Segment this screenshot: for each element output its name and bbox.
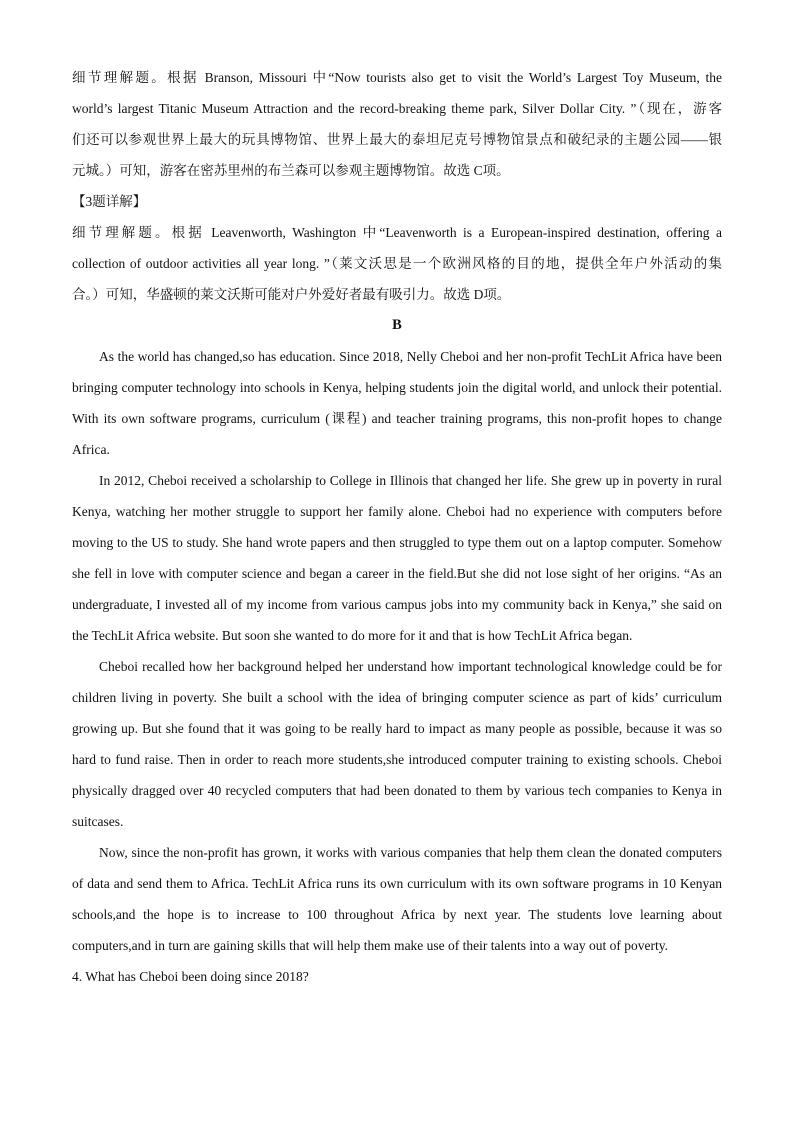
section-title-b: B — [392, 317, 402, 333]
explanation3-line2: collection of outdoor activities all year long. ”（莱文沃思是一个欧洲风格的目的地，提供全年户外活动的集 — [72, 256, 722, 271]
question3-header: 【3题详解】 — [72, 194, 147, 209]
explanation3-line3: 合。）可知，华盛顿的莱文沃斯可能对户外爱好者最有吸引力。故选 D项。 — [72, 287, 511, 302]
explanation2-line4: 元城。）可知，游客在密苏里州的布兰森可以参观主题博物馆。故选 C项。 — [72, 163, 510, 178]
passage-paragraph-4: Now, since the non-profit has grown, it works with various companies that help them clean the donated computers of data and send them to Africa. TechLit Africa runs its own curriculum with its own software programs in 10 Kenyan schools,and the hope is to increase to 100 throughout Africa by next year. The students love learning about computers,and in turn are gaining skills that will help them make use of their talents into a way out of poverty. — [72, 845, 722, 953]
explanation3-line1: 细节理解题。根据 Leavenworth, Washington 中“Leavenworth is a European-inspired destination, offering a — [72, 225, 722, 240]
explanation2-line2: world’s largest Titanic Museum Attraction and the record-breaking theme park, Silver Dollar City. ”（现在，游客 — [72, 101, 722, 116]
document-page — [72, 62, 722, 992]
passage-paragraph-3: Cheboi recalled how her background helped her understand how important technological knowledge could be for children living in poverty. She built a school with the idea of bringing computer science as part of kids’ curriculum growing up. But she found that it was going to be really hard to impact as many people as possible, because it was so hard to fund raise. Then in order to reach more students,she introduced computer training to existing schools. Cheboi physically dragged over 40 recycled computers that had been donated to them by various tech companies to Kenya in suitcases. — [72, 659, 722, 829]
question-4: 4. What has Cheboi been doing since 2018? — [72, 969, 309, 984]
passage-paragraph-2: In 2012, Cheboi received a scholarship to College in Illinois that changed her life. She grew up in poverty in rural Kenya, watching her mother struggle to support her family alone. Cheboi had no experience with computers before moving to the US to study. She hand wrote papers and then struggled to type them out on a laptop computer. Somehow she fell in love with computer science and began a career in the field.But she did not lose sight of her origins. “As an undergraduate, I invested all of my income from various campus jobs into my community back in Kenya,” she said on the TechLit Africa website. But soon she wanted to do more for it and that is how TechLit Africa began. — [72, 473, 722, 643]
explanation2-line1: 细节理解题。根据 Branson, Missouri 中“Now tourists also get to visit the World’s Largest Toy Museum, the — [72, 70, 722, 85]
explanation2-line3: 们还可以参观世界上最大的玩具博物馆、世界上最大的泰坦尼克号博物馆景点和破纪录的主题公园——银 — [72, 132, 722, 147]
passage-paragraph-1: As the world has changed,so has education. Since 2018, Nelly Cheboi and her non-profit TechLit Africa have been bringing computer technology into schools in Kenya, helping students join the digital world, and unlock their potential. With its own software programs, curriculum (课程) and teacher training programs, this non-profit hopes to change Africa. — [72, 349, 722, 457]
